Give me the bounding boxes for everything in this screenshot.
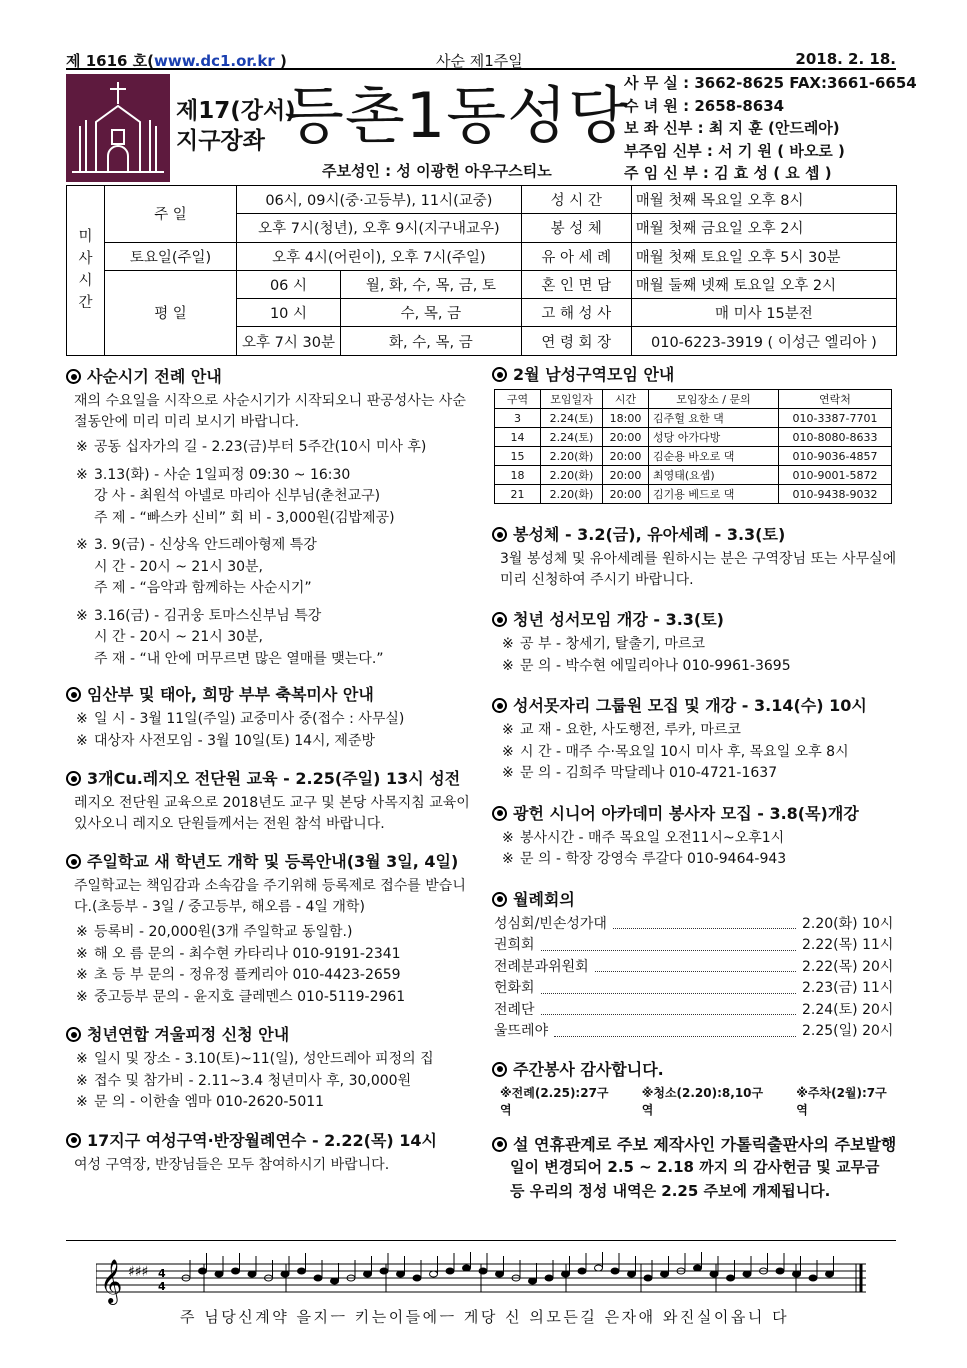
bullet-circle-icon (492, 612, 507, 627)
reference-mark-icon: ※ (502, 636, 514, 652)
table-cell: 010-3387-7701 (779, 409, 892, 428)
section-heading: 청년 성서모임 개강 - 3.3(토) (492, 607, 898, 630)
meeting-row: 전례분과위원회 2.22(목) 20시 (494, 958, 894, 975)
table-cell: 20:00 (603, 466, 649, 485)
meeting-row: 헌화회 2.23(금) 11시 (494, 980, 894, 996)
list-item: ※ 중고등부 문의 - 윤지호 클레멘스 010-5119-2961 (66, 987, 476, 1009)
reference-mark-icon: ※ (76, 439, 88, 455)
note-head (281, 1271, 289, 1277)
women-training-section (66, 1128, 476, 1176)
list-item-detail: 주 제 - “빠스카 신비” 회 비 - 3,000원(김밥제공) (94, 509, 395, 526)
table-cell: 14 (495, 428, 541, 447)
table-cell: 최영태(요셉) (649, 466, 779, 485)
list-item: ※ 문 의 - 이한솔 엠마 010-2620-5011 (66, 1092, 476, 1114)
section-body: 3월 봉성체 및 유아세례를 원하시는 분은 구역장님 또는 사무실에 미리 신청하여 주시기 바랍니다. (500, 551, 897, 588)
reference-mark-icon: ※ (76, 537, 88, 553)
table-cell: 010-9438-9032 (779, 485, 892, 504)
table-row (495, 466, 892, 485)
contact-associate-priest: 부주임 신부 : 서 기 원 ( 바오로 ) (624, 141, 845, 160)
monthly-meeting-section (492, 887, 898, 1043)
thanks-list (492, 1084, 898, 1118)
event-when: 010-6223-3919 ( 이성근 엘리아 ) (631, 327, 896, 355)
footer-divider (66, 1240, 896, 1241)
weekday-time: 10 시 (237, 299, 341, 327)
weekday-days: 화, 수, 목, 금 (341, 327, 522, 355)
list-item: ※ 3. 9(금) - 신상옥 안드레아형제 특강 (66, 535, 476, 557)
section-heading: 월례회의 (492, 887, 898, 910)
list-item: ※ 문 의 - 박수현 에밀리아나 010-9961-3695 (492, 656, 898, 678)
table-cell: 010-9001-5872 (779, 466, 892, 485)
notice-line: 일이 변경되어 2.5 ~ 2.18 까지 의 감사헌금 및 교무금 (510, 1157, 880, 1176)
communion-baptism-section (492, 522, 898, 591)
note-head (727, 1275, 735, 1281)
list-item: ※ 접수 및 참가비 - 2.11~3.4 청년미사 후, 30,000원 (66, 1071, 476, 1093)
note-head (232, 1268, 240, 1274)
thanks-item: ※청소(2.20):8,10구역 (641, 1085, 764, 1117)
table-row (495, 485, 892, 504)
note-head (364, 1271, 372, 1277)
reference-mark-icon: ※ (76, 945, 88, 962)
saturday-label: 토요일(주일) (105, 242, 237, 270)
list-item: ※ 초 등 부 문의 - 정유정 플케리아 010-4423-2659 (66, 965, 476, 987)
bullet-circle-icon (492, 1062, 507, 1077)
reference-mark-icon: ※ (502, 765, 514, 781)
list-item: ※ 교 재 - 요한, 사도행전, 루카, 마르코 (492, 720, 898, 742)
list-item: ※ 봉사시간 - 매주 목요일 오전11시~오후1시 (492, 828, 898, 850)
thanks-item: ※주차(2월):7구역 (796, 1085, 887, 1117)
note-head (496, 1271, 504, 1277)
music-notes (182, 1252, 834, 1292)
list-item: ※ 문 의 - 학장 강영숙 루갈다 010-9464-943 (492, 849, 898, 871)
table-cell: 010-8080-8633 (779, 428, 892, 447)
note-head (694, 1265, 702, 1271)
note-head (743, 1271, 751, 1277)
reference-mark-icon: ※ (76, 466, 88, 483)
church-logo (66, 74, 170, 182)
table-cell: 2.20(화) (541, 466, 603, 485)
church-title: 등촌1동성당 (284, 79, 629, 152)
bullet-circle-icon (66, 854, 81, 869)
event-when: 매월 첫째 목요일 오후 8시 (631, 186, 896, 214)
bullet-circle-icon (492, 892, 507, 907)
section-heading: 광헌 시니어 아카데미 봉사자 모집 - 3.8(목)개강 (492, 801, 898, 824)
table-cell: 20:00 (603, 447, 649, 466)
bullet-circle-icon (492, 698, 507, 713)
note-head (215, 1271, 223, 1277)
list-item: ※ 3.13(화) - 사순 1일피정 09:30 ~ 16:30 (66, 465, 476, 487)
issue-number: 제 1616 호(www.dc1.or.kr ) (66, 52, 287, 70)
bible-group-section (492, 693, 898, 785)
section-heading: 임산부 및 태아, 희망 부부 축복미사 안내 (66, 682, 476, 705)
mass-schedule-table (66, 185, 897, 356)
left-column (66, 364, 476, 1176)
section-heading: 성서못자리 그룹원 모집 및 개강 - 3.14(수) 10시 (492, 693, 898, 716)
sunday-times-2: 오후 7시(청년), 오후 9시(지구내교우) (237, 214, 522, 242)
note-head (809, 1275, 817, 1281)
table-cell: 2.20(화) (541, 485, 603, 504)
table-cell: 2.24(토) (541, 428, 603, 447)
note-head (248, 1271, 256, 1277)
bullet-circle-icon (66, 369, 81, 384)
reference-mark-icon: ※ (502, 829, 514, 846)
sunday-label: 주 일 (105, 186, 237, 243)
weekday-days: 월, 화, 수, 목, 금, 토 (341, 270, 522, 298)
note-head (463, 1265, 471, 1271)
list-item-detail: 강 사 - 최원석 아넬로 마리아 신부님(춘천교구) (94, 488, 381, 504)
list-item: ※ 등록비 - 20,000원(3개 주일학교 동일함.) (66, 922, 476, 944)
section-heading: 3개Cu.레지오 전단원 교육 - 2.25(주일) 13시 성전 (66, 766, 476, 789)
note-head (793, 1271, 801, 1277)
table-cell: 20:00 (603, 428, 649, 447)
contact-block (624, 72, 917, 185)
table-cell: 3 (495, 409, 541, 428)
event-when: 매월 둘째 넷째 토요일 오후 2시 (631, 270, 896, 298)
event-name: 성 시 간 (521, 186, 631, 214)
weekly-service-thanks-section (492, 1057, 898, 1118)
section-heading: 봉성체 - 3.2(금), 유아세례 - 3.3(토) (492, 522, 898, 545)
note-head (314, 1275, 322, 1281)
list-item: ※ 3.16(금) - 김귀웅 토마스신부님 특강 (66, 606, 476, 628)
meeting-row: 권희회 2.22(목) 11시 (494, 937, 894, 953)
list-item: ※ 대상자 사전모임 - 3월 10일(토) 14시, 제준방 (66, 731, 476, 753)
note-head (199, 1268, 207, 1274)
district-line-1: 제17(강서) (176, 98, 296, 124)
meeting-row: 전례단 2.24(토) 20시 (494, 1001, 894, 1018)
section-body: 재의 수요일을 시작으로 사순시기가 시작되오니 판공성사는 사순절동안에 미리 미리 보시기 바랍니다. (74, 393, 466, 430)
table-cell: 010-9036-4857 (779, 447, 892, 466)
table-header-row (495, 390, 892, 409)
note-head (430, 1271, 438, 1277)
hymn-lyrics: 주 님당신계약 을지ㅡ 키는이들에ㅡ 게당 신 의모든길 은자애 와진실이옵니 다 (180, 1308, 790, 1326)
section-heading: 설 연휴관계로 주보 제작사인 가톨릭출판사의 주보발행 (492, 1132, 898, 1155)
list-item-detail: 주 제 - “음악과 함께하는 사순시기” (94, 580, 312, 596)
list-item: ※ 문 의 - 김희주 막달레나 010-4721-1637 (492, 763, 898, 785)
note-head (595, 1265, 603, 1271)
note-head (661, 1271, 669, 1277)
reference-mark-icon: ※ (76, 607, 88, 624)
mass-times-vertical-label: 미 사 시 간 (67, 186, 105, 356)
lent-liturgy-section (66, 364, 476, 670)
table-cell: 김순용 바오로 댁 (649, 447, 779, 466)
list-item-detail: 시 간 - 20시 ~ 21시 30분, (94, 558, 263, 575)
reference-mark-icon: ※ (76, 988, 88, 1005)
table-cell: 18 (495, 466, 541, 485)
notice-line: 등 우리의 정성 내역은 2.25 주보에 개제됩니다. (510, 1181, 831, 1200)
event-name: 연 령 회 장 (521, 327, 631, 355)
reference-mark-icon: ※ (76, 1051, 88, 1067)
list-item: ※ 해 오 름 문의 - 최수현 카타리나 010-9191-2341 (66, 944, 476, 966)
table-row (495, 409, 892, 428)
holiday-notice-section (492, 1132, 898, 1203)
note-head (628, 1271, 636, 1277)
column-header: 시간 (603, 390, 649, 409)
bullet-circle-icon (66, 687, 81, 702)
reference-mark-icon: ※ (502, 657, 514, 674)
table-row (495, 428, 892, 447)
senior-academy-section (492, 801, 898, 871)
church-building-icon (66, 74, 170, 182)
youth-bible-section (492, 607, 898, 677)
sunday-times-1: 06시, 09시(중·고등부), 11시(교중) (237, 186, 522, 214)
list-item: ※ 공동 십자가의 길 - 2.23(금)부터 5주간(10시 미사 후) (66, 437, 476, 459)
section-heading: 주간봉사 감사합니다. (492, 1057, 898, 1080)
right-column (492, 362, 898, 1203)
meeting-row: 성심회/빈손성가대 2.20(화) 10시 (494, 915, 894, 932)
note-head (710, 1271, 718, 1277)
youth-retreat-section (66, 1022, 476, 1114)
note-head (611, 1268, 619, 1274)
weekday-label: 평 일 (105, 270, 237, 355)
district-line-2: 지구장좌 (176, 128, 265, 154)
weekday-time: 오후 7시 30분 (237, 327, 341, 355)
note-head (331, 1278, 339, 1284)
list-item: ※ 공 부 - 창세기, 탈출기, 마르코 (492, 634, 898, 656)
contact-assistant-priest: 보 좌 신부 : 최 지 훈 (안드레아) (624, 119, 840, 137)
time-signature-icon: 4 (158, 1267, 166, 1280)
reference-mark-icon: ※ (76, 711, 88, 727)
section-body: 주일학교는 책임감과 소속감을 주기위해 등록제로 접수를 받습니다.(초등부 - 3일 / 중고등부, 해오름 - 4일 개학) (74, 878, 466, 915)
list-item-detail: 주 재 - “내 안에 머무르면 많은 열매를 맺는다.” (94, 650, 384, 667)
note-head (644, 1275, 652, 1281)
column-header: 모임일자 (541, 390, 603, 409)
sunday-school-section (66, 849, 476, 1008)
event-name: 혼 인 면 담 (521, 270, 631, 298)
event-when: 매 미사 15분전 (631, 299, 896, 327)
event-name: 봉 성 체 (521, 214, 631, 242)
section-body: 레지오 전단원 교육으로 2018년도 교구 및 본당 사목지침 교육이 있사오니 레지오 단원들께서는 전원 참석 바랍니다. (74, 795, 470, 832)
note-head (298, 1268, 306, 1274)
weekday-days: 수, 목, 금 (341, 299, 522, 327)
note-head (578, 1268, 586, 1274)
table-cell: 21 (495, 485, 541, 504)
note-head (479, 1268, 487, 1274)
music-staff (96, 1252, 866, 1312)
contact-pastor: 주 임 신 부 : 김 효 성 ( 요 셉 ) (624, 164, 832, 182)
bullet-circle-icon (66, 1027, 81, 1042)
bullet-circle-icon (492, 806, 507, 821)
list-item: ※ 일 시 - 3월 11일(주일) 교중미사 중(접수 : 사무실) (66, 709, 476, 731)
list-item: ※ 일시 및 장소 - 3.10(토)~11(일), 성안드레아 피정의 집 (66, 1049, 476, 1071)
issue-header (66, 50, 896, 70)
event-when: 매월 첫째 토요일 오후 5시 30분 (631, 242, 896, 270)
section-body: 여성 구역장, 반장님들은 모두 참여하시기 바랍니다. (74, 1156, 390, 1173)
table-cell: 15 (495, 447, 541, 466)
reference-mark-icon: ※ (76, 967, 88, 983)
table-cell: 김주헐 요한 댁 (649, 409, 779, 428)
men-meeting-table (494, 389, 892, 504)
time-signature-icon: 4 (158, 1280, 166, 1293)
table-cell: 20:00 (603, 485, 649, 504)
column-header: 연락처 (779, 390, 892, 409)
sharp-icon: ♯♯♯ (128, 1264, 149, 1280)
bullet-circle-icon (492, 367, 507, 382)
section-heading: 17지구 여성구역·반장월례연수 - 2.22(목) 14시 (66, 1128, 476, 1151)
note-head (529, 1278, 537, 1284)
men-meeting-section (492, 362, 898, 504)
list-item: ※ 시 간 - 매주 수·목요일 10시 미사 후, 목요일 오후 8시 (492, 742, 898, 764)
note-head (380, 1268, 388, 1274)
note-head (545, 1275, 553, 1281)
table-cell: 성당 아가다방 (649, 428, 779, 447)
contact-convent: 수 녀 원 : 2658-8634 (624, 96, 785, 115)
event-when: 매월 첫째 금요일 오후 2시 (631, 214, 896, 242)
weekday-time: 06 시 (237, 270, 341, 298)
district-label (176, 96, 296, 156)
issue-date: 2018. 2. 18. (795, 50, 896, 68)
bullet-circle-icon (492, 527, 507, 542)
section-heading: 청년연합 겨울피정 신청 안내 (66, 1022, 476, 1045)
event-name: 고 해 성 사 (521, 299, 631, 327)
note-head (562, 1271, 570, 1277)
reference-mark-icon: ※ (76, 924, 88, 940)
reference-mark-icon: ※ (76, 1094, 88, 1110)
table-cell: 2.24(토) (541, 409, 603, 428)
patron-saint: 주보성인 : 성 이광헌 아우구스티노 (322, 162, 552, 180)
saturday-times: 오후 4시(어린이), 오후 7시(주일) (237, 242, 522, 270)
note-head (826, 1271, 834, 1277)
section-heading: 사순시기 전례 안내 (66, 364, 476, 387)
reference-mark-icon: ※ (502, 851, 514, 867)
thanks-item: ※전례(2.25):27구역 (500, 1085, 609, 1117)
bullet-circle-icon (492, 1137, 507, 1152)
table-row (495, 447, 892, 466)
list-item-detail: 시 간 - 20시 ~ 21시 30분, (94, 629, 263, 645)
reference-mark-icon: ※ (502, 743, 514, 760)
reference-mark-icon: ※ (76, 1072, 88, 1089)
legio-section (66, 766, 476, 835)
reference-mark-icon: ※ (76, 732, 88, 749)
column-header: 구역 (495, 390, 541, 409)
reference-mark-icon: ※ (502, 722, 514, 738)
event-name: 유 아 세 례 (521, 242, 631, 270)
column-header: 모임장소 / 문의 (649, 390, 779, 409)
note-head (446, 1268, 454, 1274)
parish-url-link[interactable]: www.dc1.or.kr (154, 52, 275, 70)
liturgical-season: 사순 제1주일 (436, 52, 523, 70)
note-head (776, 1268, 784, 1274)
pregnancy-blessing-section (66, 682, 476, 752)
table-cell: 18:00 (603, 409, 649, 428)
table-cell: 2.20(화) (541, 447, 603, 466)
table-cell: 김기용 베드로 댁 (649, 485, 779, 504)
treble-clef-icon: 𝄞 (100, 1259, 123, 1303)
meeting-row: 울뜨레야 2.25(일) 20시 (494, 1023, 894, 1039)
contact-office: 사 무 실 : 3662-8625 FAX:3661-6654 (624, 74, 917, 92)
bullet-circle-icon (66, 1133, 81, 1148)
note-head (397, 1271, 405, 1277)
section-heading: 2월 남성구역모임 안내 (492, 362, 898, 385)
section-heading: 주일학교 새 학년도 개학 및 등록안내(3월 3일, 4일) (66, 849, 476, 872)
note-head (413, 1275, 421, 1281)
bullet-circle-icon (66, 771, 81, 786)
